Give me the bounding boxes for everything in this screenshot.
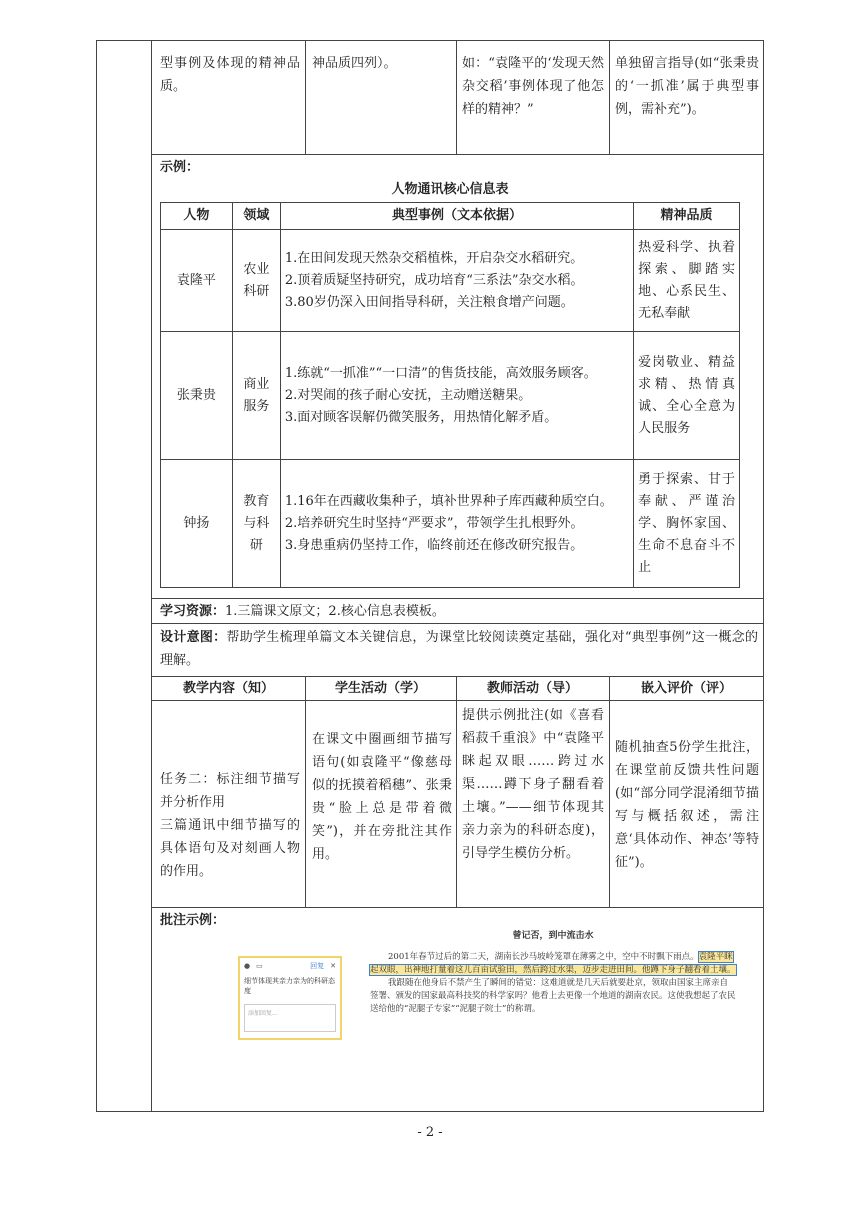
avatar-icon: ● — [244, 962, 251, 970]
page-number: - 2 - — [417, 1125, 443, 1140]
header-quality: 精神品质 — [634, 203, 740, 230]
top-row-col2: 神品质四列）。 — [312, 56, 397, 71]
events-cell — [280, 230, 633, 332]
left-margin-column — [96, 40, 152, 1112]
task2-student: 在课文中圈画细节描写语句(如袁隆平“像慈母似的抚摸着稻穗”、张秉贵“脸上总是带着微笑”)，并在旁批注其作用。 — [312, 732, 452, 862]
header-teacher: 教师活动（导） — [486, 681, 578, 696]
article-para1: 2001年春节过后的第二天，湖南长沙马坡岭笼罩在薄雾之中，空中不时飘下雨点。袁隆平眯起双眼，出神地打量着这儿百亩试验田，然后跨过水渠，迈步走进田间。他蹲下身子翻看着土壤。 — [370, 952, 736, 975]
annotation-label: 批注示例： — [160, 913, 226, 928]
event-line: 2.顶着质疑坚持研究，成功培育“三系法”杂交水稻。 — [284, 272, 584, 288]
top-row-col4: 单独留言指导(如“张秉贵的‘一抓准’属于典型事例，需补充”)。 — [615, 56, 759, 117]
person-cell: 袁隆平 — [161, 230, 233, 332]
task2-eval: 随机抽查5份学生批注，在课堂前反馈共性问题(如“部分同学混淆细节描写与概括叙述，需注意‘具体动作、神态’等特征”)。 — [615, 740, 759, 870]
quality-cell: 热爱科学、执着探索、脚踏实地、心系民生、无私奉献 — [634, 230, 740, 332]
header-person: 人物 — [161, 203, 233, 230]
reply-input[interactable]: 添加回复... — [244, 1004, 336, 1032]
event-line: 1.在田间发现天然杂交稻植株，开启杂交水稻研究。 — [284, 250, 584, 266]
person-cell: 张秉贵 — [161, 332, 233, 460]
table-row — [161, 332, 740, 460]
header-field: 领域 — [232, 203, 280, 230]
header-events: 典型事例（文本依据） — [280, 203, 633, 230]
events-cell — [280, 332, 633, 460]
close-icon[interactable]: ✕ — [330, 962, 336, 970]
event-line: 3.面对顾客误解仍微笑服务，用热情化解矛盾。 — [284, 409, 558, 425]
core-table-title: 人物通讯核心信息表 — [391, 182, 509, 197]
top-row-col1: 型事例及体现的精神品质。 — [160, 56, 300, 94]
quality-cell: 勇于探索、甘于奉献、严谨治学、胸怀家国、生命不息奋斗不止 — [634, 460, 740, 588]
event-line: 2.培养研究生时坚持“严要求”，带领学生扎根野外。 — [284, 515, 584, 531]
comment-card — [238, 956, 342, 1040]
example-label: 示例： — [160, 160, 200, 175]
field-cell: 农业科研 — [232, 230, 280, 332]
event-line: 3.80岁仍深入田间指导科研，关注粮食增产问题。 — [284, 294, 574, 310]
task2-teacher: 提供示例批注(如《喜看稻菽千重浪》中“袁隆平眯起双眼……跨过水渠……蹲下身子翻看着土壤。”——细节体现其亲力亲为的科研态度)，引导学生模仿分析。 — [462, 708, 604, 861]
article-title: 曾记否，到中流击水 — [512, 931, 594, 941]
event-line: 3.身患重病仍坚持工作，临终前还在修改研究报告。 — [284, 537, 584, 553]
article-para2: 我跟随在他身后不禁产生了瞬间的错觉：这难道就是几天后就要赴京，领取由国家主席亲自签署、颁发的国家最高科技奖的科学家吗？他看上去更像一个地道的湖南农民。这使我想起了农民送给他的“泥腿子专家”“泥腿子院士”的称谓。 — [370, 978, 736, 1014]
event-line: 1.练就“一抓准”“一口清”的售货技能，高效服务顾客。 — [284, 365, 597, 381]
comment-text: 细节体现其亲力亲为的科研态度 — [244, 977, 335, 995]
events-cell — [280, 460, 633, 588]
header-eval: 嵌入评价（评） — [640, 681, 732, 696]
user-icon: ▭ — [256, 962, 263, 970]
event-line: 2.对哭闹的孩子耐心安抚，主动赠送糖果。 — [284, 387, 532, 403]
quality-cell: 爱岗敬业、精益求精、热情真诚、全心全意为人民服务 — [634, 332, 740, 460]
task2-content: 任务二：标注细节描写并分析作用 三篇通讯中细节描写的具体语句及对刻画人物的作用。 — [160, 772, 300, 879]
table-row — [161, 230, 740, 332]
annotation-example-image — [238, 930, 738, 1090]
core-info-table — [160, 202, 740, 588]
article-excerpt — [370, 930, 736, 1016]
field-cell: 教育与科研 — [232, 460, 280, 588]
core-table-header — [161, 203, 740, 230]
resources-row: 学习资源：1.三篇课文原文；2.核心信息表模板。 — [160, 604, 445, 619]
header-content: 教学内容（知） — [182, 681, 274, 696]
reply-button[interactable]: 回复 — [310, 962, 325, 970]
header-student: 学生活动（学） — [334, 681, 426, 696]
table-row — [161, 460, 740, 588]
event-line: 1.16年在西藏收集种子，填补世界种子库西藏种质空白。 — [284, 493, 613, 509]
highlighted-text[interactable]: 袁隆平眯起双眼，出神地打量着这儿百亩试验田，然后跨过水渠，迈步走进田间。他蹲下身子翻看着土壤。 — [370, 952, 736, 975]
person-cell: 钟扬 — [161, 460, 233, 588]
top-row-col3: 如：“袁隆平的‘发现天然杂交稻’事例体现了他怎样的精神？” — [462, 56, 604, 117]
field-cell: 商业服务 — [232, 332, 280, 460]
design-intent-row: 设计意图：帮助学生梳理单篇文本关键信息，为课堂比较阅读奠定基础，强化对“典型事例”这一概念的理解。 — [160, 630, 758, 668]
